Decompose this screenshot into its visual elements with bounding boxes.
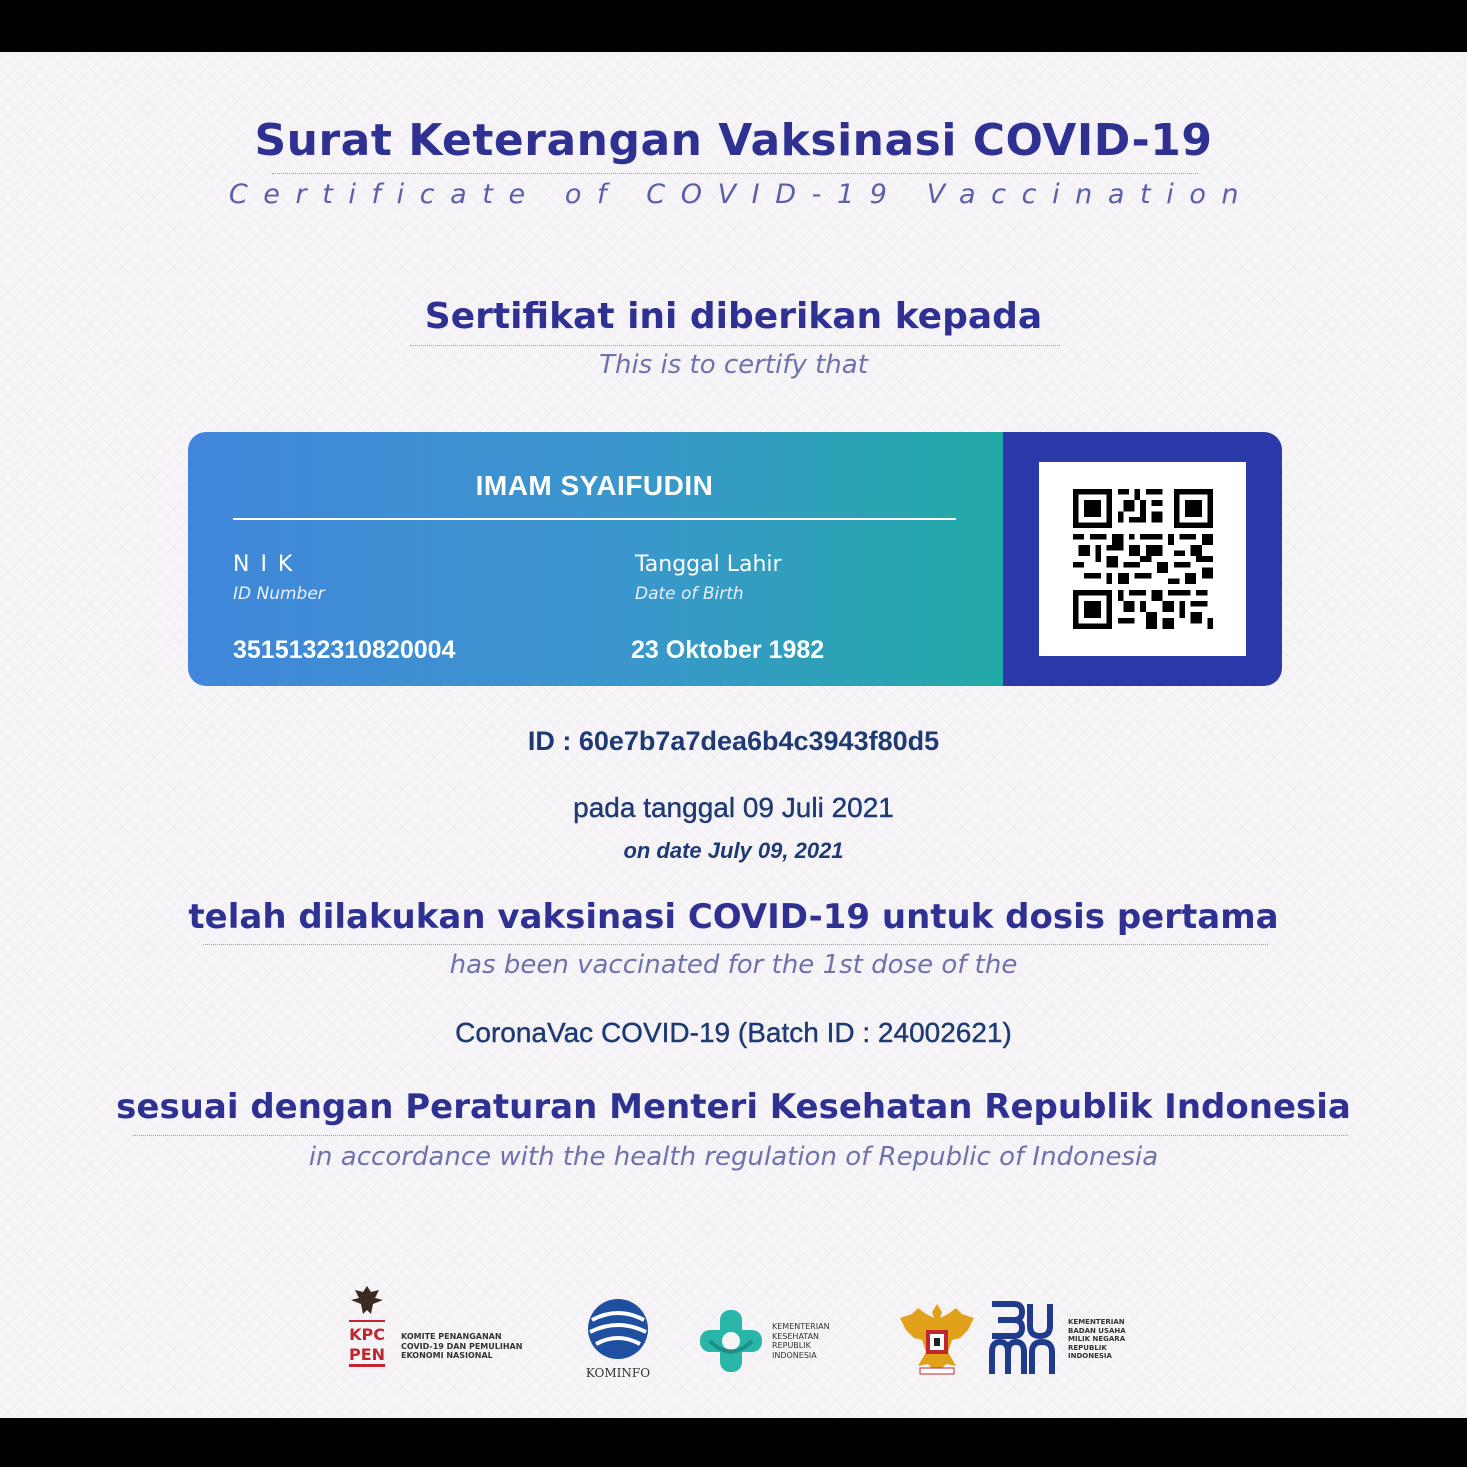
certify-divider — [410, 345, 1060, 346]
recipient-info-panel — [188, 432, 1003, 686]
certificate-sheet — [0, 52, 1467, 1418]
bumn-logo — [988, 1298, 1138, 1388]
vaccinated-divider — [203, 944, 1268, 945]
kemenkes-logo — [698, 1308, 868, 1388]
kominfo-logo — [578, 1296, 668, 1391]
vaccination-date: pada tanggal 09 Juli 2021 — [573, 792, 894, 823]
regulation-heading: sesuai dengan Peraturan Menteri Kesehatan Republik Indonesia — [116, 1087, 1351, 1127]
kominfo-caption: KOMINFO — [585, 1366, 651, 1380]
kpc-letters: KPC — [349, 1325, 385, 1344]
kemenkes-cross-icon — [698, 1308, 764, 1374]
certificate-title: Surat Keterangan Vaksinasi COVID-19 — [254, 115, 1213, 166]
certify-subheading: This is to certify that — [599, 350, 868, 380]
recipient-name: IMAM SYAIFUDIN — [475, 470, 714, 501]
certificate-id: ID : 60e7b7a7dea6b4c3943f80d5 — [527, 726, 940, 756]
kpcpen-logo — [345, 1284, 545, 1384]
nik-value: 3515132310820004 — [233, 636, 456, 664]
title-divider — [272, 173, 1198, 174]
bumn-mark-icon — [988, 1298, 1058, 1378]
nik-label: N I K — [233, 552, 295, 577]
qr-panel — [1003, 432, 1282, 686]
dob-value: 23 Oktober 1982 — [631, 636, 825, 664]
garuda-pancasila-logo — [896, 1300, 981, 1385]
dob-label: Tanggal Lahir — [635, 552, 782, 577]
qr-code[interactable] — [1039, 462, 1246, 656]
bumn-caption: KEMENTERIAN BADAN USAHA MILIK NEGARA REPUBLIK INDONESIA — [1068, 1318, 1126, 1360]
garuda-icon — [896, 1300, 978, 1380]
dob-sublabel: Date of Birth — [635, 584, 744, 604]
certificate-subtitle: Certificate of COVID-19 Vaccination — [228, 179, 1255, 210]
regulation-divider — [133, 1135, 1348, 1136]
vaccine-info: CoronaVac COVID-19 (Batch ID : 24002621) — [455, 1017, 1012, 1048]
pen-letters: PEN — [348, 1345, 386, 1364]
footer-logos — [0, 1284, 1467, 1384]
regulation-subheading: in accordance with the health regulation of Republic of Indonesia — [308, 1142, 1159, 1172]
name-divider — [233, 518, 956, 520]
kominfo-globe-icon — [578, 1296, 658, 1362]
qr-code-icon — [1068, 489, 1218, 629]
recipient-card — [188, 432, 1282, 686]
kpcpen-caption: KOMITE PENANGANAN COVID-19 DAN PEMULIHAN EKONOMI NASIONAL — [401, 1332, 523, 1360]
certify-heading: Sertifikat ini diberikan kepada — [424, 296, 1043, 337]
vaccinated-heading: telah dilakukan vaksinasi COVID-19 untuk dosis pertama — [188, 897, 1279, 937]
garuda-small-icon — [345, 1284, 389, 1374]
kemenkes-caption: KEMENTERIAN KESEHATAN REPUBLIK INDONESIA — [772, 1322, 830, 1360]
nik-sublabel: ID Number — [233, 584, 325, 604]
vaccination-date-en: on date July 09, 2021 — [623, 838, 844, 863]
vaccinated-subheading: has been vaccinated for the 1st dose of the — [449, 950, 1018, 980]
